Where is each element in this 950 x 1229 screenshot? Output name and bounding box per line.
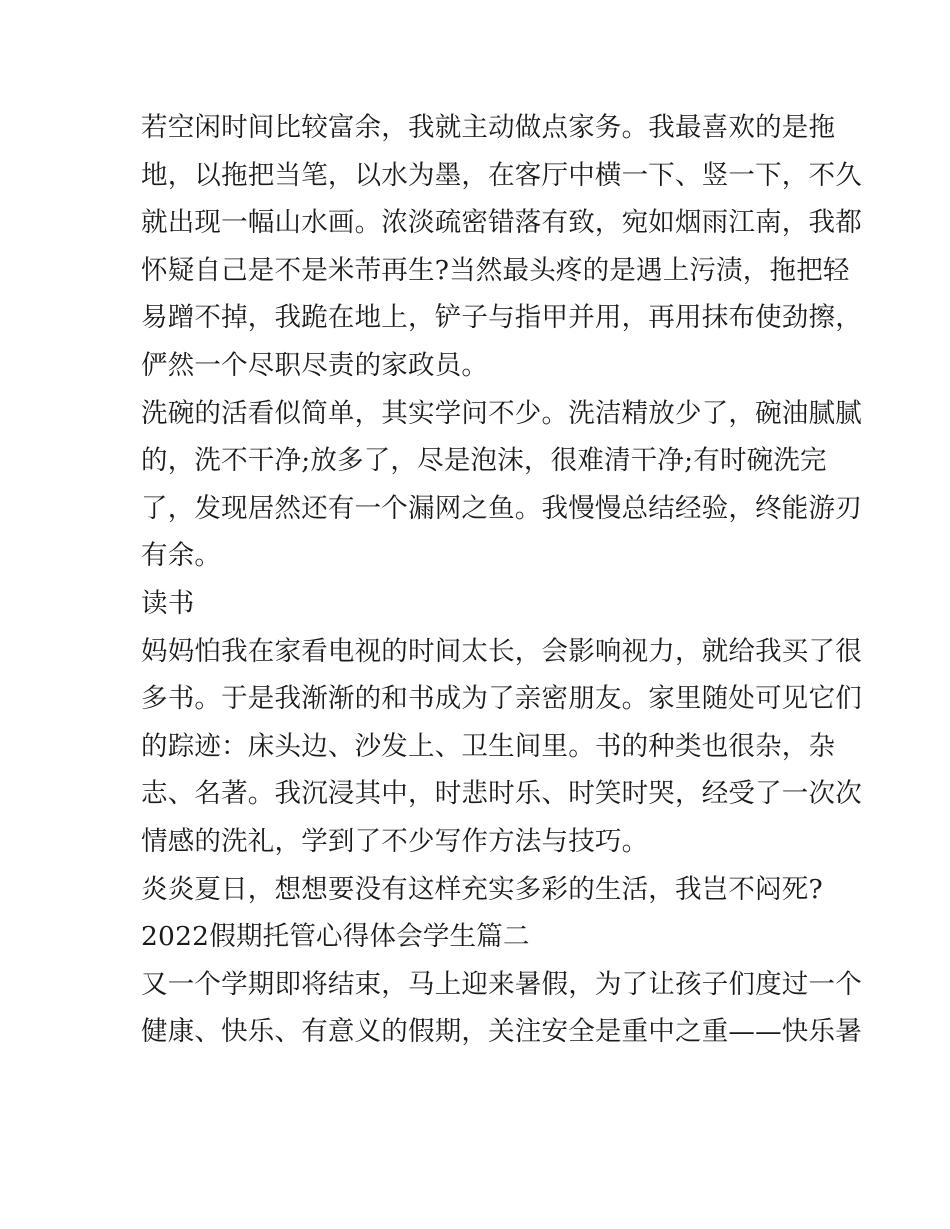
article-title: 2022假期托管心得体会学生篇二 (141, 921, 530, 953)
text-line: 妈妈怕我在家看电视的时间太长，会影响视力，就给我买了很 (141, 635, 862, 667)
section-heading: 读书 (141, 587, 195, 619)
text-line: 多书。于是我渐渐的和书成为了亲密朋友。家里随处可见它们 (141, 683, 862, 715)
text-line: 情感的洗礼，学到了不少写作方法与技巧。 (141, 825, 649, 857)
text-line: 怀疑自己是不是米芾再生?当然最头疼的是遇上污渍，拖把轻 (141, 254, 850, 286)
text-line: 洗碗的活看似简单，其实学问不少。洗洁精放少了，碗油腻腻 (141, 397, 862, 429)
text-line: 了，发现居然还有一个漏网之鱼。我慢慢总结经验，终能游刃 (141, 492, 862, 524)
document-body (141, 104, 862, 1056)
text-line: 的，洗不干净;放多了，尽是泡沫，很难清干净;有时碗洗完 (141, 445, 827, 477)
text-line: 的踪迹：床头边、沙发上、卫生间里。书的种类也很杂，杂 (141, 730, 836, 762)
text-line: 若空闲时间比较富余，我就主动做点家务。我最喜欢的是拖 (141, 112, 836, 143)
text-line: 健康、快乐、有意义的假期，关注安全是重中之重——快乐暑 (141, 1016, 862, 1048)
text-line: 就出现一幅山水画。浓淡疏密错落有致，宛如烟雨江南，我都 (141, 207, 862, 239)
text-line: 易蹭不掉，我跪在地上，铲子与指甲并用，再用抹布使劲擦， (141, 302, 862, 334)
text-line: 有余。 (141, 540, 222, 572)
text-line: 俨然一个尽职尽责的家政员。 (141, 349, 489, 381)
text-line: 志、名著。我沉浸其中，时悲时乐、时笑时哭，经受了一次次 (141, 778, 862, 810)
text-line: 炎炎夏日，想想要没有这样充实多彩的生活，我岂不闷死? (141, 873, 823, 905)
text-line: 地，以拖把当笔，以水为墨，在客厅中横一下、竖一下，不久 (141, 159, 862, 191)
text-line: 又一个学期即将结束，马上迎来暑假，为了让孩子们度过一个 (141, 968, 862, 1000)
